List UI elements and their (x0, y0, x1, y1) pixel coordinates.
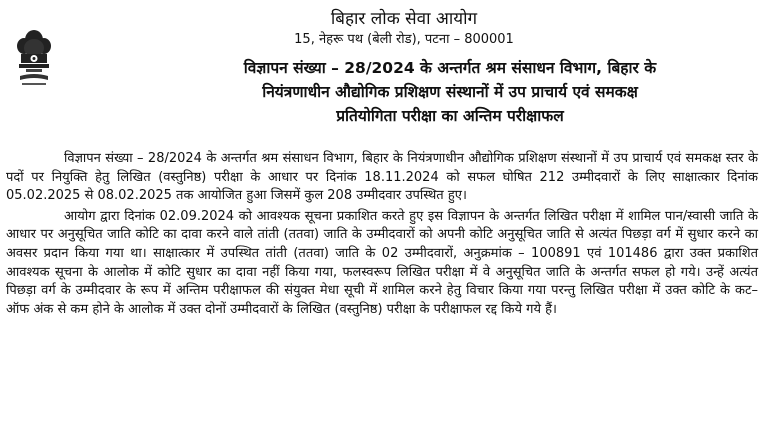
notice-title: विज्ञापन संख्या – 28/2024 के अन्तर्गत श्रम संसाधन विभाग, बिहार के नियंत्रणाधीन औद्योगिक प्रशिक्षण संस्थानों में उप प्राचार्य एवं समकक्ष प्रतियोगिता परीक्षा का अन्तिम परीक्षाफल (243, 59, 657, 125)
organization-address: 15, नेहरू पथ (बेली रोड), पटना – 800001 (294, 32, 514, 47)
notice-paragraph-1: विज्ञापन संख्या – 28/2024 के अन्तर्गत श्रम संसाधन विभाग, बिहार के नियंत्रणाधीन औद्योगिक प्रशिक्षण संस्थानों में उप प्राचार्य एवं समकक्ष स्तर के पदों पर नियुक्ति हेतु लिखित (वस्तुनिष्ठ) परीक्षा के आधार पर दिनांक 18.11.2024 को सफल घोषित 212 उम्मीदवारों के लिए साक्षात्कार दिनांक 05.02.2025 से 08.02.2025 तक आयोजित हुआ जिसमें कुल 208 उम्मीदवार उपस्थित हुए। (6, 151, 758, 204)
notice-paragraph-2: आयोग द्वारा दिनांक 02.09.2024 को आवश्यक सूचना प्रकाशित करते हुए इस विज्ञापन के अन्तर्गत लिखित परीक्षा में शामिल पान/स्वासी जाति के आधार पर अनुसूचित जाति कोटि का दावा करने वाले तांती (ततवा) जाति के उम्मीदवारों को अपनी कोटि अनुसूचित जाति से अत्यंत पिछड़ा वर्ग में सुधार करने का अवसर प्रदान किया गया था। साक्षात्कार में उपस्थित तांती (ततवा) जाति के 02 उम्मीदवारों, अनुक्रमांक – 100891 एवं 101486 द्वारा उक्त प्रकाशित आवश्यक सूचना के आलोक में कोटि सुधार का दावा नहीं किया गया, फलस्वरूप लिखित परीक्षा में वे अनुसूचित जाति के अन्तर्गत सफल हो गये। उन्हें अत्यंत पिछड़ा वर्ग के उम्मीदवार के रूप में अन्तिम परीक्षाफल की संयुक्त मेधा सूची में शामिल करने हेतु विचार किया गया परन्तु लिखित परीक्षा में उक्त कोटि के कट–ऑफ अंक से कम होने के आलोक में उक्त दोनों उम्मीदवारों के लिखित (वस्तुनिष्ठ) परीक्षा के परीक्षाफल रद्द किये गये हैं। (6, 208, 758, 317)
organization-name: बिहार लोक सेवा आयोग (330, 9, 478, 29)
letterhead (0, 8, 768, 50)
notice-body (6, 150, 758, 319)
